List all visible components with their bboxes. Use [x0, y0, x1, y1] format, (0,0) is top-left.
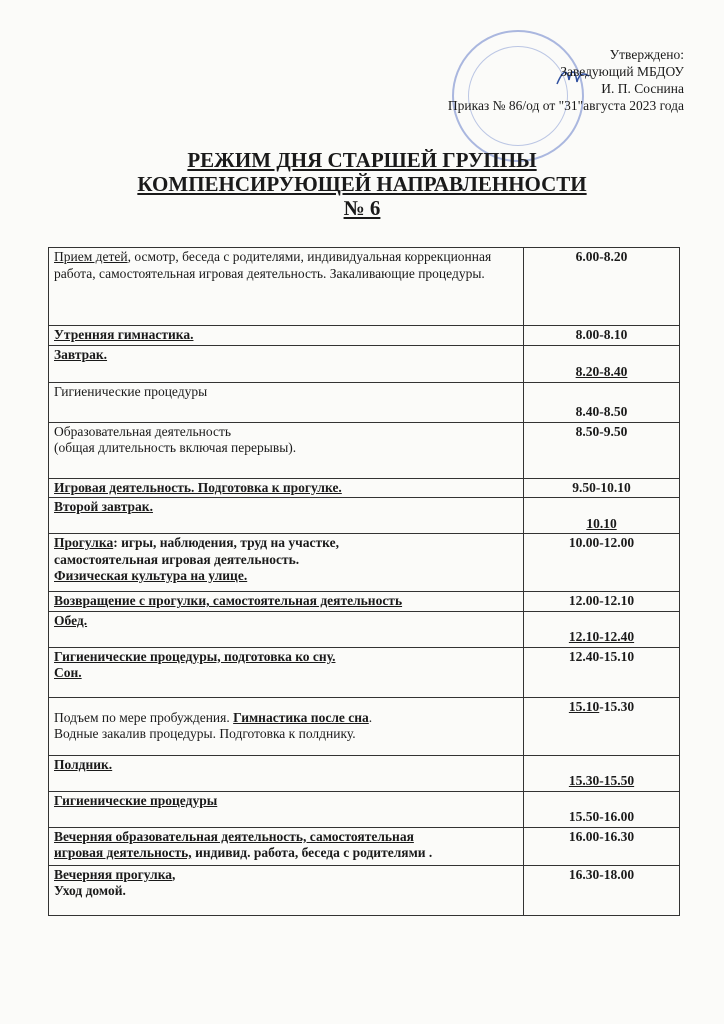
- activity-text: Уход домой.: [54, 883, 126, 898]
- table-row: [49, 592, 680, 612]
- activity-cell: [49, 422, 524, 478]
- activity-cell: [49, 345, 524, 382]
- activity-cell: [49, 611, 524, 647]
- activity-text: игровая деятельность,: [54, 845, 192, 860]
- time-cell: 12.40-15.10: [524, 647, 680, 697]
- table-row: [49, 791, 680, 827]
- activity-text: Образовательная деятельность: [54, 423, 232, 439]
- activity-text: Вечерняя прогулка: [54, 866, 173, 882]
- time-cell: 16.00-16.30: [524, 827, 680, 865]
- activity-cell: [49, 248, 524, 326]
- activity-text: Прием детей: [54, 249, 128, 264]
- table-row: [49, 865, 680, 915]
- activity-text: , осмотр, беседа с родителями, индивидуальная коррекционная работа, самостоятельная игровая деятельность. Закаливающие процедуры.: [54, 249, 492, 281]
- time-cell: 12.00-12.10: [524, 592, 680, 612]
- activity-text: Возвращение с прогулки, самостоятельная деятельность: [54, 593, 403, 608]
- activity-text: Гигиенические процедуры: [54, 792, 218, 808]
- time-cell: 8.00-8.10: [524, 326, 680, 346]
- activity-text: Гигиенические процедуры, подготовка ко сну.: [54, 648, 336, 664]
- activity-text: Прогулка: [54, 535, 114, 550]
- activity-text: Второй завтрак.: [54, 499, 153, 514]
- table-row: [49, 755, 680, 791]
- table-row: [49, 478, 680, 498]
- table-row: [49, 647, 680, 697]
- activity-text: Сон.: [54, 665, 82, 680]
- time-text: 15.10: [568, 698, 600, 714]
- activity-cell: [49, 534, 524, 592]
- time-cell: 10.10: [524, 498, 680, 534]
- time-cell: 15.50-16.00: [524, 791, 680, 827]
- activity-cell: [49, 827, 524, 865]
- activity-cell: [49, 865, 524, 915]
- activity-cell: [49, 697, 524, 755]
- activity-text: (общая длительность включая перерывы).: [54, 440, 297, 455]
- activity-cell: [49, 592, 524, 612]
- time-cell: 9.50-10.10: [524, 478, 680, 498]
- activity-text: ,: [172, 866, 176, 882]
- activity-cell: [49, 647, 524, 697]
- activity-cell: [49, 755, 524, 791]
- title-line-2: КОМПЕНСИРУЮЩЕЙ НАПРАВЛЕННОСТИ: [137, 172, 587, 196]
- activity-text: Физическая культура на улице.: [54, 568, 248, 583]
- activity-cell: [49, 326, 524, 346]
- activity-text: Вечерняя образовательная деятельность, самостоятельная: [54, 828, 414, 844]
- approval-label: Утверждено:: [609, 47, 684, 62]
- activity-text: Водные закалив процедуры. Подготовка к полднику.: [54, 726, 356, 741]
- activity-text: Игровая деятельность. Подготовка к прогулке.: [54, 479, 342, 495]
- time-cell: 6.00-8.20: [524, 248, 680, 326]
- approval-block: [448, 46, 684, 114]
- activity-text: Подъем по мере пробуждения.: [54, 709, 234, 725]
- table-row: [49, 498, 680, 534]
- table-row: [49, 345, 680, 382]
- activity-text: .: [368, 709, 373, 725]
- activity-cell: [49, 498, 524, 534]
- time-cell: 16.30-18.00: [524, 865, 680, 915]
- table-row: [49, 422, 680, 478]
- time-cell: 8.20-8.40: [524, 345, 680, 382]
- time-cell: 10.00-12.00: [524, 534, 680, 592]
- schedule-table: [48, 247, 680, 916]
- time-cell: 8.40-8.50: [524, 382, 680, 422]
- table-row: [49, 382, 680, 422]
- time-cell: 15.30-15.50: [524, 755, 680, 791]
- table-row: [49, 534, 680, 592]
- activity-cell: [49, 382, 524, 422]
- activity-cell: [49, 791, 524, 827]
- activity-text: Полдник.: [54, 756, 113, 772]
- approval-name: И. П. Соснина: [601, 81, 684, 96]
- table-row: [49, 611, 680, 647]
- activity-text: : игры, наблюдения, труд на участке,: [113, 535, 339, 550]
- approval-order: Приказ № 86/од от "31"августа 2023 года: [447, 98, 684, 113]
- time-cell: 12.10-12.40: [524, 611, 680, 647]
- time-text: -15.30: [599, 698, 635, 714]
- table-row: [49, 697, 680, 755]
- activity-cell: [49, 478, 524, 498]
- activity-text: Завтрак.: [54, 346, 108, 362]
- activity-text: индивид. работа, беседа с родителями .: [191, 845, 433, 860]
- title-line-3: № 6: [343, 196, 381, 220]
- activity-text: самостоятельная игровая деятельность.: [54, 551, 300, 567]
- activity-text: Гимнастика после сна: [233, 709, 369, 725]
- table-row: [49, 248, 680, 326]
- time-cell: [524, 697, 680, 755]
- table-row: [49, 326, 680, 346]
- table-row: [49, 827, 680, 865]
- time-cell: 8.50-9.50: [524, 422, 680, 478]
- activity-text: Утренняя гимнастика.: [54, 327, 194, 342]
- activity-text: Гигиенические процедуры: [54, 383, 208, 399]
- approval-position: Заведующий МБДОУ: [560, 64, 684, 79]
- title-line-1: РЕЖИМ ДНЯ СТАРШЕЙ ГРУППЫ: [187, 148, 537, 172]
- activity-text: Обед.: [54, 612, 88, 628]
- page-title: [0, 148, 724, 220]
